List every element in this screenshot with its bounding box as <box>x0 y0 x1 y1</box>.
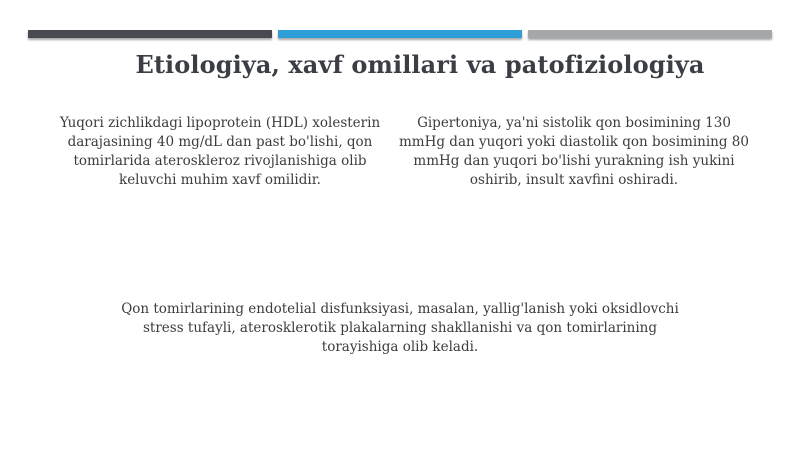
header-bar-blue <box>278 30 522 38</box>
header-bar-dark <box>28 30 272 38</box>
header-bar-gray <box>528 30 772 38</box>
paragraph-hypertension: Gipertoniya, ya'ni sistolik qon bosimining 130 mmHg dan yuqori yoki diastolik qon bosimining 80 mmHg dan yuqori bo'lishi yurakning ish yukini oshirib, insult xavfini oshiradi. <box>399 115 749 188</box>
paragraph-endothelial: Qon tomirlarining endotelial disfunksiyasi, masalan, yallig'lanish yoki oksidlovchi stress tufayli, aterosklerotik plakalarning shakllanishi va qon tomirlarining torayishiga olib keladi. <box>121 301 679 355</box>
slide-title: Etiologiya, xavf omillari va patofiziologiya <box>135 50 705 79</box>
paragraph-hdl: Yuqori zichlikdagi lipoprotein (HDL) xolesterin darajasining 40 mg/dL dan past bo'lishi, qon tomirlarida ateroskleroz rivojlanishiga olib keluvchi muhim xavf omilidir. <box>59 115 381 188</box>
